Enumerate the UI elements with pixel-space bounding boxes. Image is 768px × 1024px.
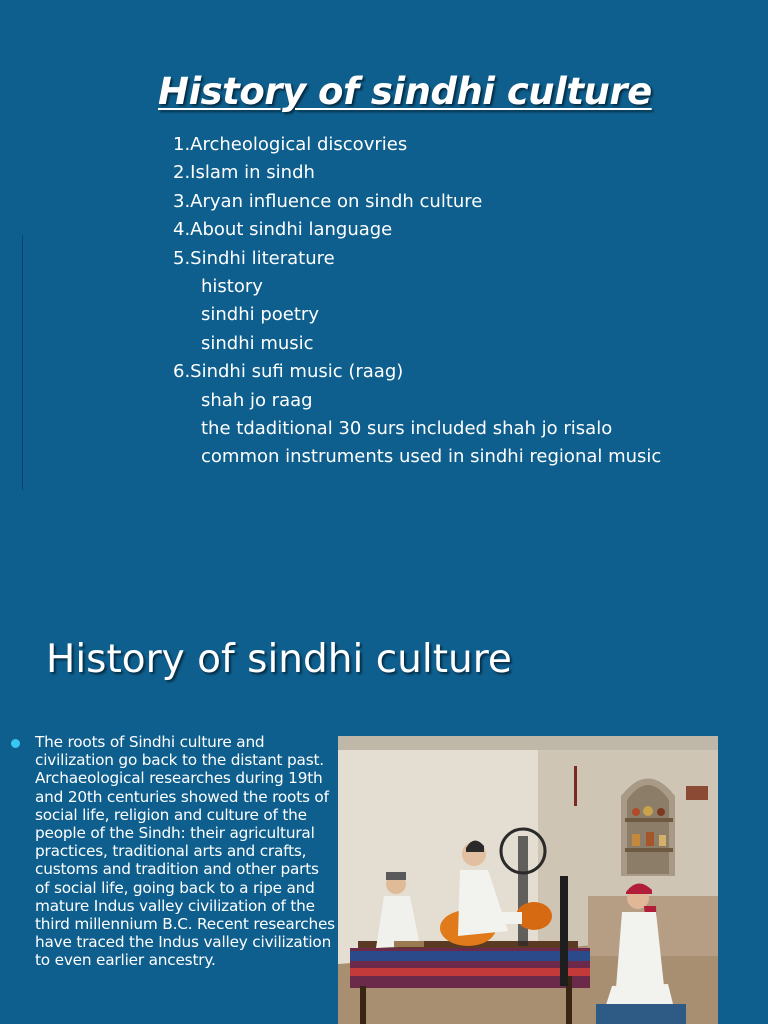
slide-1-title: History of sindhi culture bbox=[158, 70, 652, 113]
topic-item: 3.Aryan influence on sindh culture bbox=[173, 190, 483, 212]
topic-subitem: the tdaditional 30 surs included shah jo risalo bbox=[201, 418, 613, 440]
topic-subitem: shah jo raag bbox=[201, 389, 313, 411]
topic-subitem: history bbox=[201, 276, 263, 298]
diorama-illustration bbox=[338, 736, 718, 1024]
paragraph-text: The roots of Sindhi culture and civilization go back to the distant past. Archaeological researches during 19th and 20th centuries showed the roots of social life, religion and culture of the people of the Sindh: their agricultural practices, traditional arts and crafts, customs and tradition and other parts of social life, going back to a ripe and mature Indus valley civilization of the third millennium B.C. Recent researches have traced the Indus valley civilization to even earlier ancestry. bbox=[35, 733, 335, 970]
topic-item: 5.Sindhi literature bbox=[173, 247, 335, 269]
topic-list bbox=[173, 131, 661, 472]
culture-paragraph bbox=[35, 733, 335, 970]
bullet-dot-icon bbox=[11, 739, 20, 748]
museum-diorama-photo bbox=[338, 736, 718, 1024]
topic-subitem: sindhi music bbox=[201, 332, 314, 354]
topic-subitem: common instruments used in sindhi regional music bbox=[201, 446, 662, 468]
topic-subitem: sindhi poetry bbox=[201, 304, 319, 326]
slide-2-title: History of sindhi culture bbox=[46, 637, 512, 682]
topic-item: 2.Islam in sindh bbox=[173, 162, 315, 184]
slide-divider-line bbox=[22, 235, 23, 490]
topic-item: 6.Sindhi sufi music (raag) bbox=[173, 361, 404, 383]
topic-item: 4.About sindhi language bbox=[173, 219, 393, 241]
topic-item: 1.Archeological discovries bbox=[173, 134, 408, 155]
